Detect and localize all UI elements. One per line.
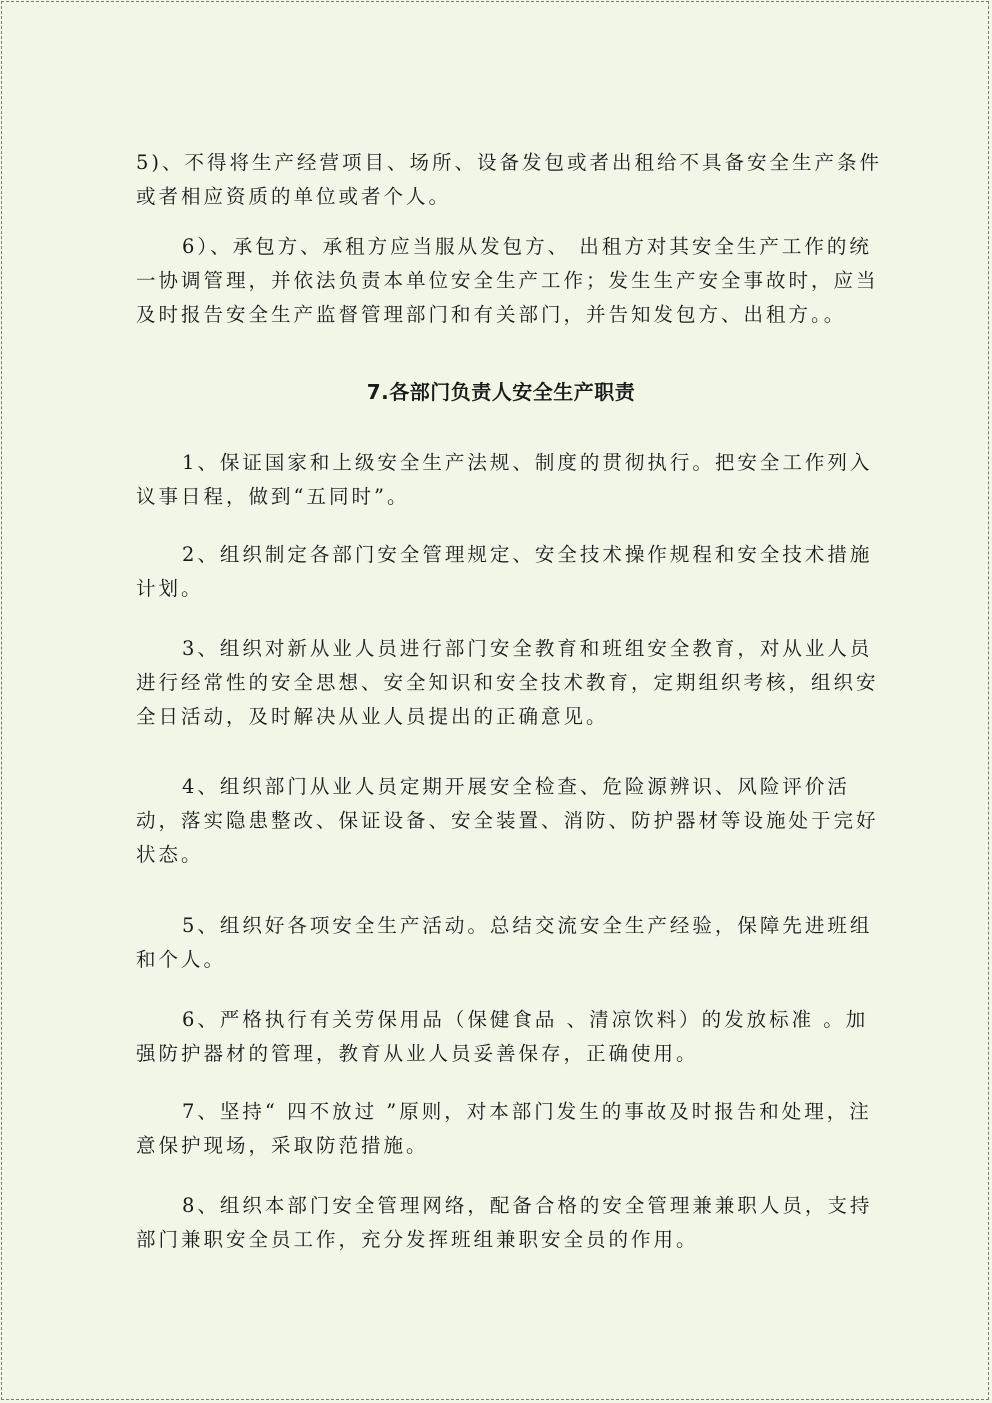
item-2: 2、组织制定各部门安全管理规定、安全技术操作规程和安全技术措施计划。 — [136, 543, 873, 600]
item-8: 8、组织本部门安全管理网络，配备合格的安全管理兼兼职人员，支持部门兼职安全员工作，充分发挥班组兼职安全员的作用。 — [136, 1194, 873, 1251]
section-title: 7.各部门负责人安全生产职责 — [366, 380, 636, 404]
item-1: 1、保证国家和上级安全生产法规、制度的贯彻执行。把安全工作列入议事日程，做到“五同时”。 — [136, 451, 873, 508]
item-5: 5、组织好各项安全生产活动。总结交流安全生产经验，保障先进班组和个人。 — [136, 914, 873, 971]
item-6: 6、严格执行有关劳保用品（保健食品 、清凉饮料）的发放标准 。加强防护器材的管理，教育从业人员妥善保存，正确使用。 — [136, 1008, 869, 1065]
paragraph-6: 6）、承包方、承租方应当服从发包方、 出租方对其安全生产工作的统一协调管理，并依法负责本单位安全生产工作；发生生产安全事故时，应当及时报告安全生产监督管理部门和有关部门，并告知发包方、出租方。。 — [136, 235, 879, 326]
item-4: 4、组织部门从业人员定期开展安全检查、危险源辨识、风险评价活动，落实隐患整改、保证设备、安全装置、消防、防护器材等设施处于完好状态。 — [136, 775, 879, 866]
item-3: 3、组织对新从业人员进行部门安全教育和班组安全教育，对从业人员进行经常性的安全思想、安全知识和安全技术教育，定期组织考核，组织安全日活动，及时解决从业人员提出的正确意见。 — [136, 637, 879, 728]
item-7: 7、坚持“ 四不放过 ”原则，对本部门发生的事故及时报告和处理，注意保护现场，采取防范措施。 — [136, 1100, 872, 1157]
paragraph-5: 5)、不得将生产经营项目、场所、设备发包或者出租给不具备安全生产条件或者相应资质的单位或者个人。 — [136, 151, 883, 208]
